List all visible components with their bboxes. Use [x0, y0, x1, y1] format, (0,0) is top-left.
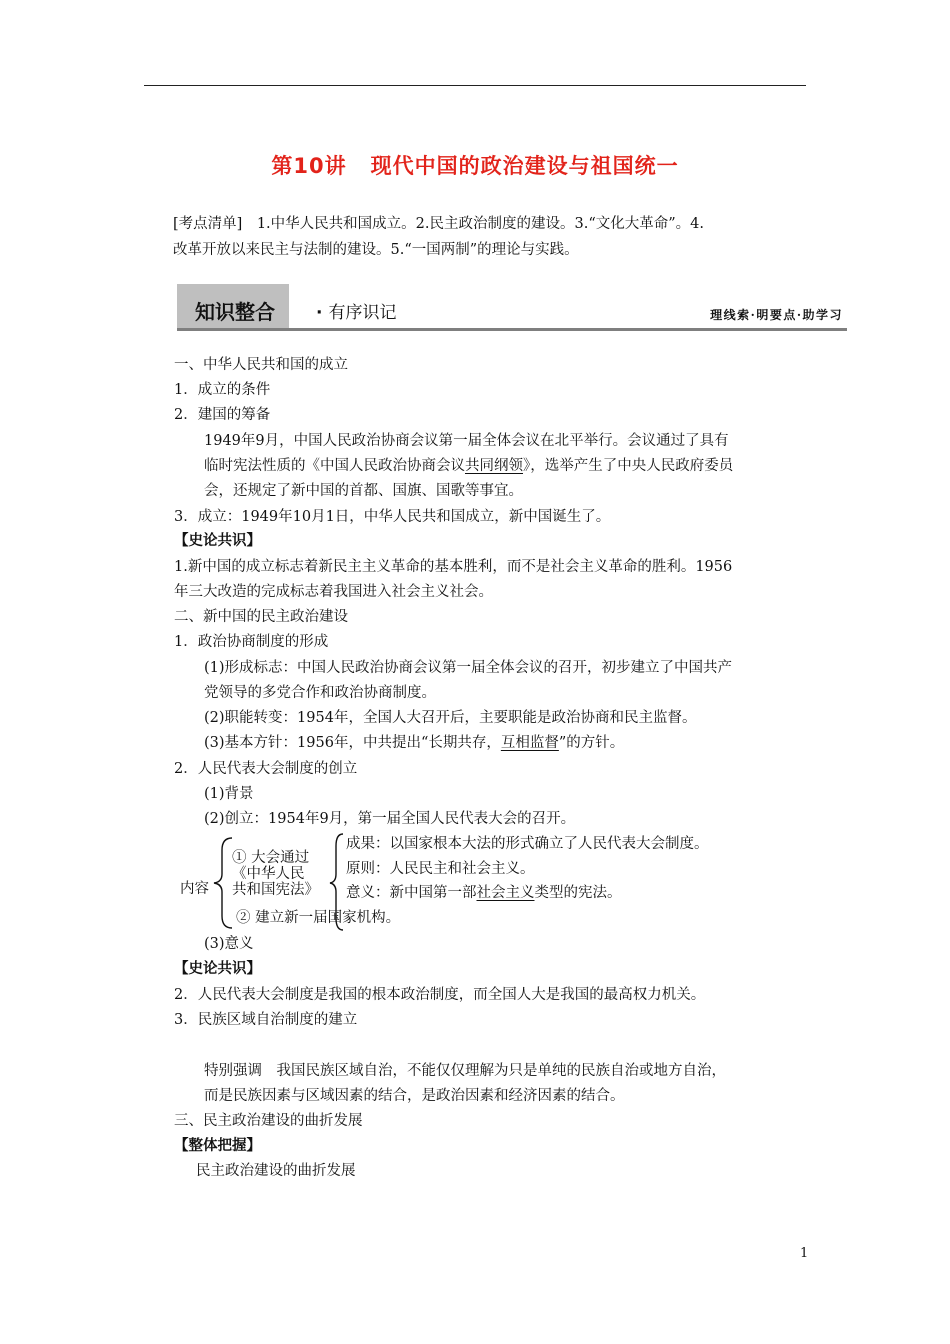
banner-main-label: 知识整合: [195, 300, 275, 324]
section-3-heading: 三、民主政治建设的曲折发展: [174, 1113, 363, 1129]
shilun-heading-2: 【史论共识】: [174, 960, 261, 977]
s2-item-2: 2．人民代表大会制度的创立: [174, 761, 358, 777]
content-principle: 原则：人民民主和社会主义。: [346, 861, 535, 877]
overall-heading: 【整体把握】: [174, 1137, 261, 1154]
content-result: 成果：以国家根本大法的形式确立了人民代表大会制度。: [346, 836, 709, 852]
p1-b-pre: 临时宪法性质的《中国人民政治协商会议: [204, 458, 465, 474]
s1-item-1: 1．成立的条件: [174, 382, 271, 398]
s1-para-line-1: 1949年9月，中国人民政治协商会议第一届全体会议在北平举行。会议通过了具有: [204, 433, 729, 449]
content-item-1-line-2: 《中华人民: [232, 866, 305, 882]
s2-1-3-pre: (3)基本方针：1956年，中共提出“长期共存，: [204, 735, 501, 751]
title-lecture: 第10讲: [271, 154, 347, 178]
checklist: [173, 211, 704, 263]
special-note-line-1: 特别强调 我国民族区域自治，不能仅仅理解为只是单纯的民族自治或地方自治，: [204, 1063, 726, 1079]
section-1-heading: 一、中华人民共和国的成立: [174, 357, 348, 373]
s2-1-3-post: ”的方针。: [558, 735, 625, 751]
page-title: [0, 150, 950, 180]
banner-rule: [177, 328, 847, 331]
section-2-heading: 二、新中国的民主政治建设: [174, 609, 348, 625]
s1-item-2: 2．建国的筹备: [174, 407, 271, 423]
content-item-1-line-3: 共和国宪法》: [232, 882, 319, 898]
mutual-supervision-term: 互相监督: [500, 735, 559, 751]
s2-item-3: 3．民族区域自治制度的建立: [174, 1012, 358, 1028]
s2-1-sub-2: (2)职能转变：1954年，全国人大召开后，主要职能是政治协商和民主监督。: [204, 710, 697, 726]
s1-item-3: 3．成立：1949年10月1日，中华人民共和国成立，新中国诞生了。: [174, 509, 611, 525]
shilun-1-line-1: 1.新中国的成立标志着新民主主义革命的基本胜利，而不是社会主义革命的胜利。1956: [174, 559, 733, 575]
socialist-term: 社会主义: [476, 885, 535, 901]
s2-2-sub-3: (3)意义: [204, 936, 254, 952]
p1-b-post: 》，选举产生了中央人民政府委员: [523, 458, 734, 474]
checklist-line-2: 改革开放以来民主与法制的建设。5.“一国两制”的理论与实践。: [173, 242, 579, 258]
header-rule: [144, 85, 806, 86]
content-item-1-line-1: ① 大会通过: [232, 850, 310, 866]
common-program-term: 共同纲领: [465, 458, 523, 474]
s2-2-sub-1: (1)背景: [204, 786, 254, 802]
special-note-line-2: 而是民族因素与区域因素的结合，是政治因素和经济因素的结合。: [204, 1088, 625, 1104]
banner-dot: ·: [316, 303, 323, 323]
content-label: 内容: [180, 881, 209, 897]
s2-2-sub-2: (2)创立：1954年9月，第一届全国人民代表大会的召开。: [204, 811, 576, 827]
s2-item-1: 1．政治协商制度的形成: [174, 634, 329, 650]
r3-post: 类型的宪法。: [534, 885, 622, 901]
banner-tagline: 理线索·明要点·助学习: [710, 308, 843, 322]
content-significance: [346, 883, 622, 903]
section-banner: [177, 284, 847, 330]
s2-1-sub-1-line-2: 党领导的多党合作和政治协商制度。: [204, 685, 436, 701]
s1-para-line-2: [204, 456, 733, 476]
content-item-2: ② 建立新一届国家机构。: [236, 910, 401, 926]
banner-sub-label: 有序识记: [328, 303, 397, 323]
shilun-2-text: 2．人民代表大会制度是我国的根本政治制度，而全国人大是我国的最高权力机关。: [174, 987, 706, 1003]
page-number: 1: [800, 1246, 809, 1261]
r3-pre: 意义：新中国第一部: [346, 885, 477, 901]
banner-sub: [310, 298, 396, 323]
shilun-1-line-2: 年三大改造的完成标志着我国进入社会主义社会。: [174, 584, 493, 600]
s1-para-line-3: 会，还规定了新中国的首都、国旗、国歌等事宜。: [204, 483, 523, 499]
checklist-line-1: [考点清单] 1.中华人民共和国成立。2.民主政治制度的建设。3.“文化大革命”。4.: [173, 216, 704, 232]
title-topic: 现代中国的政治建设与祖国统一: [370, 154, 679, 178]
s2-1-sub-3: [204, 733, 624, 753]
overall-text: 民主政治建设的曲折发展: [196, 1163, 356, 1179]
shilun-heading-1: 【史论共识】: [174, 532, 261, 549]
s2-1-sub-1-line-1: (1)形成标志：中国人民政治协商会议第一届全体会议的召开，初步建立了中国共产: [204, 660, 733, 676]
